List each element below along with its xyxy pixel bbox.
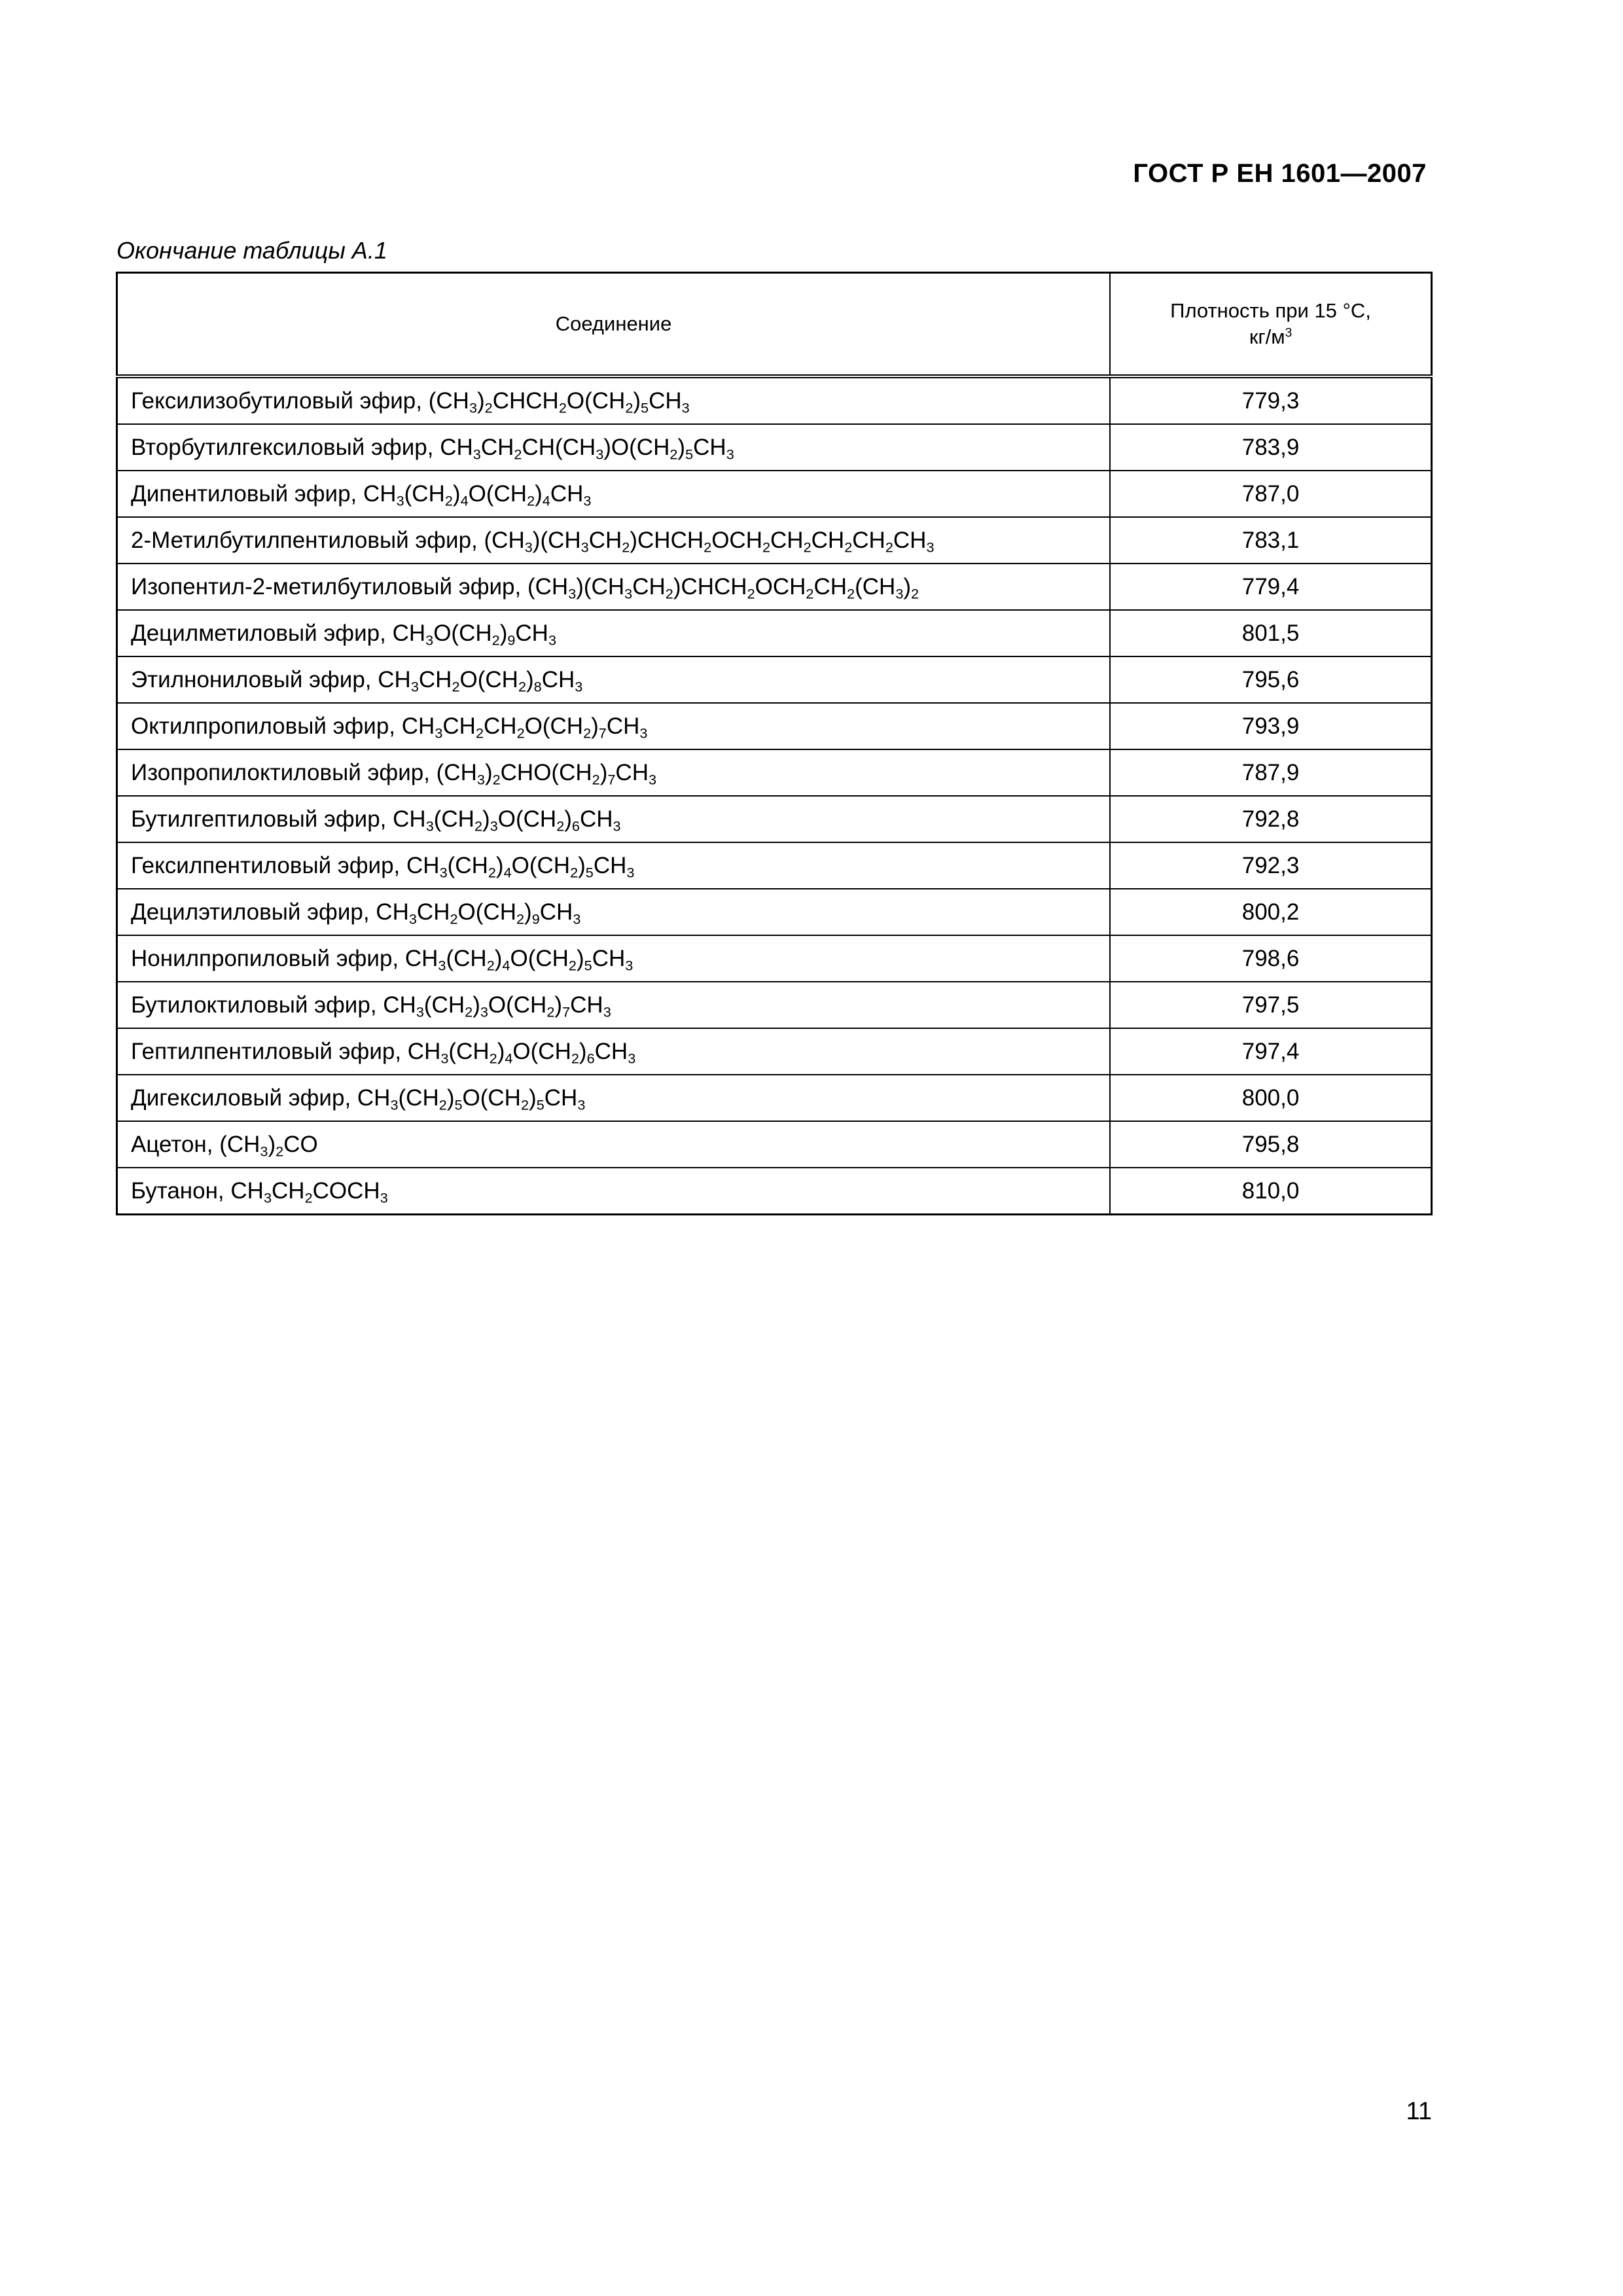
formula-subscript: 2 <box>556 817 565 834</box>
formula-subscript: 3 <box>263 1189 272 1206</box>
formula-subscript: 2 <box>806 585 814 601</box>
formula-subscript: 2 <box>885 539 893 555</box>
formula-subscript: 3 <box>613 817 621 834</box>
formula-subscript: 2 <box>304 1189 313 1206</box>
formula-subscript: 3 <box>416 1003 424 1020</box>
formula-subscript: 3 <box>624 585 633 601</box>
density-value: 779,3 <box>1110 376 1431 424</box>
compound-name: 2-Метилбутилпентиловый эфир, <box>131 527 484 553</box>
density-header-unit-power: 3 <box>1285 326 1293 340</box>
formula-subscript: 3 <box>626 864 635 880</box>
formula-subscript: 3 <box>480 1003 488 1020</box>
table-row <box>117 610 1432 656</box>
formula-subscript: 6 <box>571 817 580 834</box>
table-row <box>117 935 1432 982</box>
formula-subscript: 3 <box>435 725 443 741</box>
formula-subscript: 3 <box>575 678 583 694</box>
compound-name: Октилпропиловый эфир, <box>131 713 402 739</box>
formula-subscript: 3 <box>577 1096 586 1113</box>
compound-cell <box>117 1121 1111 1168</box>
table-caption: Окончание таблицы А.1 <box>116 237 387 264</box>
formula-subscript: 2 <box>516 910 525 927</box>
formula-subscript: 3 <box>726 446 734 462</box>
formula-subscript: 3 <box>628 1050 636 1066</box>
compound-cell <box>117 842 1111 889</box>
table-row <box>117 1121 1432 1168</box>
formula-subscript: 2 <box>568 957 577 973</box>
table-row <box>117 564 1432 610</box>
formula-subscript: 9 <box>531 910 540 927</box>
compound-cell <box>117 610 1111 656</box>
compound-name: Изопропилоктиловый эфир, <box>131 759 437 785</box>
formula-subscript: 2 <box>847 585 855 601</box>
compound-name: Бутилгептиловый эфир, <box>131 806 393 832</box>
density-value: 779,4 <box>1110 564 1431 610</box>
table-row <box>117 982 1432 1028</box>
formula-subscript: 2 <box>450 910 458 927</box>
table-header <box>117 273 1432 377</box>
compound-cell <box>117 471 1111 517</box>
formula-subscript: 3 <box>580 539 589 555</box>
document-header: ГОСТ Р ЕН 1601—2007 <box>1133 159 1427 188</box>
formula-subscript: 5 <box>685 446 694 462</box>
formula-subscript: 3 <box>596 446 604 462</box>
compound-formula: $CH_3(CH_2)_4O(CH_2)_5CH_3$ <box>404 945 633 973</box>
formula-subscript: 9 <box>507 632 516 648</box>
compound-name: Ацетон, <box>131 1131 220 1157</box>
compound-formula: $CH_3CH_2CH(CH_3)O(CH_2)_5CH_3$ <box>440 434 734 462</box>
formula-subscript: 3 <box>440 1050 449 1066</box>
formula-subscript: 3 <box>568 585 577 601</box>
compound-formula: $CH_3O(CH_2)_9CH_3$ <box>392 620 557 648</box>
column-header-compound: Соединение <box>117 273 1111 377</box>
formula-subscript: 2 <box>571 1050 579 1066</box>
compound-cell <box>117 749 1111 796</box>
formula-subscript: 3 <box>490 817 498 834</box>
table-body <box>117 376 1432 1215</box>
compound-formula: $(CH_3)(CH_3CH_2)CHCH_2OCH_2CH_2(CH_3)_2$ <box>527 573 919 601</box>
formula-subscript: 2 <box>558 399 567 416</box>
formula-subscript: 3 <box>648 771 657 787</box>
compound-name: Децилметиловый эфир, <box>131 620 393 646</box>
density-value: 797,5 <box>1110 982 1431 1028</box>
compound-formula: $CH_3(CH_2)_4O(CH_2)_5CH_3$ <box>406 852 635 880</box>
compound-cell <box>117 517 1111 564</box>
density-table <box>116 272 1433 1215</box>
density-value: 800,2 <box>1110 889 1431 935</box>
formula-subscript: 5 <box>585 864 594 880</box>
formula-subscript: 2 <box>491 632 500 648</box>
formula-subscript: 2 <box>625 399 633 416</box>
formula-subscript: 3 <box>524 539 533 555</box>
formula-subscript: 2 <box>465 1003 473 1020</box>
formula-subscript: 3 <box>573 910 581 927</box>
formula-subscript: 2 <box>592 771 600 787</box>
compound-formula: $CH_3CH_2CH_2O(CH_2)_7CH_3$ <box>401 713 648 741</box>
compound-cell <box>117 982 1111 1028</box>
formula-subscript: 3 <box>260 1143 268 1159</box>
compound-formula: $(CH_3)_2CHCH_2O(CH_2)_5CH_3$ <box>428 387 690 416</box>
compound-cell <box>117 1168 1111 1215</box>
density-value: 787,0 <box>1110 471 1431 517</box>
header-row <box>117 273 1432 377</box>
table-row <box>117 1028 1432 1075</box>
density-value: 783,1 <box>1110 517 1431 564</box>
table-row <box>117 889 1432 935</box>
density-value: 798,6 <box>1110 935 1431 982</box>
table-row <box>117 376 1432 424</box>
compound-formula: $CH_3CH_2COCH_3$ <box>230 1177 388 1206</box>
formula-subscript: 4 <box>505 1050 513 1066</box>
formula-subscript: 2 <box>669 446 678 462</box>
formula-subscript: 4 <box>502 957 510 973</box>
formula-subscript: 2 <box>527 492 535 509</box>
formula-subscript: 5 <box>641 399 649 416</box>
formula-subscript: 3 <box>603 1003 611 1020</box>
compound-formula: $CH_3(CH_2)_4O(CH_2)_4CH_3$ <box>363 480 592 509</box>
compound-name: Децилэтиловый эфир, <box>131 899 376 925</box>
compound-name: Дигексиловый эфир, <box>131 1085 357 1111</box>
formula-subscript: 3 <box>476 771 485 787</box>
formula-subscript: 2 <box>583 725 592 741</box>
formula-subscript: 2 <box>488 864 496 880</box>
table-row <box>117 703 1432 749</box>
formula-subscript: 3 <box>681 399 690 416</box>
compound-name: Бутанон, <box>131 1177 231 1204</box>
formula-subscript: 2 <box>762 539 771 555</box>
formula-subscript: 2 <box>452 678 460 694</box>
formula-subscript: 2 <box>484 399 493 416</box>
formula-subscript: 3 <box>548 632 557 648</box>
compound-formula: $(CH_3)_2CHO(CH_2)_7CH_3$ <box>436 759 657 787</box>
formula-subscript: 2 <box>747 585 755 601</box>
table-row <box>117 517 1432 564</box>
table-row <box>117 656 1432 703</box>
formula-subscript: 2 <box>474 817 483 834</box>
formula-subscript: 3 <box>425 632 434 648</box>
compound-cell <box>117 935 1111 982</box>
formula-subscript: 2 <box>444 492 453 509</box>
page-number: 11 <box>1406 2098 1432 2125</box>
compound-formula: $CH_3(CH_2)_4O(CH_2)_6CH_3$ <box>407 1038 636 1066</box>
formula-subscript: 2 <box>520 1096 529 1113</box>
density-value: 795,6 <box>1110 656 1431 703</box>
density-value: 795,8 <box>1110 1121 1431 1168</box>
formula-subscript: 2 <box>844 539 853 555</box>
density-value: 801,5 <box>1110 610 1431 656</box>
density-value: 792,8 <box>1110 796 1431 842</box>
compound-name: Гептилпентиловый эфир, <box>131 1038 408 1064</box>
formula-subscript: 3 <box>390 1096 399 1113</box>
formula-subscript: 7 <box>607 771 616 787</box>
density-value: 800,0 <box>1110 1075 1431 1121</box>
compound-cell <box>117 564 1111 610</box>
density-header-unit: кг/м <box>1249 325 1285 348</box>
column-header-density <box>1110 273 1431 377</box>
compound-formula: $CH_3(CH_2)_3O(CH_2)_7CH_3$ <box>383 992 611 1020</box>
formula-subscript: 2 <box>492 771 501 787</box>
compound-name: Вторбутилгексиловый эфир, <box>131 434 440 460</box>
density-header-label: Плотность при 15 °С, <box>1170 298 1371 322</box>
formula-subscript: 2 <box>518 678 527 694</box>
compound-cell <box>117 656 1111 703</box>
compound-cell <box>117 889 1111 935</box>
formula-subscript: 3 <box>469 399 477 416</box>
compound-formula: $CH_3(CH_2)_5O(CH_2)_5CH_3$ <box>357 1085 586 1113</box>
formula-subscript: 4 <box>542 492 550 509</box>
formula-subscript: 3 <box>396 492 404 509</box>
density-value: 787,9 <box>1110 749 1431 796</box>
formula-subscript: 3 <box>926 539 935 555</box>
formula-subscript: 2 <box>276 1143 284 1159</box>
density-table-container <box>116 272 1433 1215</box>
compound-cell <box>117 424 1111 471</box>
formula-subscript: 5 <box>536 1096 544 1113</box>
formula-subscript: 3 <box>439 864 448 880</box>
formula-subscript: 2 <box>665 585 673 601</box>
table-row <box>117 796 1432 842</box>
formula-subscript: 4 <box>460 492 469 509</box>
formula-subscript: 3 <box>583 492 592 509</box>
compound-cell <box>117 1028 1111 1075</box>
formula-subscript: 2 <box>516 725 525 741</box>
formula-subscript: 2 <box>622 539 630 555</box>
density-value: 797,4 <box>1110 1028 1431 1075</box>
formula-subscript: 3 <box>438 957 446 973</box>
formula-subscript: 3 <box>425 817 434 834</box>
compound-formula: $CH_3(CH_2)_3O(CH_2)_6CH_3$ <box>393 806 621 834</box>
compound-formula: $CH_3CH_2O(CH_2)_9CH_3$ <box>376 899 581 927</box>
formula-subscript: 7 <box>598 725 607 741</box>
table-row <box>117 1075 1432 1121</box>
formula-subscript: 2 <box>704 539 712 555</box>
density-value: 792,3 <box>1110 842 1431 889</box>
compound-name: Гексилпентиловый эфир, <box>131 852 407 878</box>
formula-subscript: 2 <box>438 1096 447 1113</box>
compound-cell <box>117 796 1111 842</box>
table-row <box>117 749 1432 796</box>
formula-subscript: 2 <box>489 1050 497 1066</box>
formula-subscript: 7 <box>562 1003 571 1020</box>
compound-name: Этилнониловый эфир, <box>131 666 378 692</box>
formula-subscript: 6 <box>586 1050 595 1066</box>
formula-subscript: 2 <box>911 585 919 601</box>
table-row <box>117 424 1432 471</box>
compound-cell <box>117 1075 1111 1121</box>
table-row <box>117 471 1432 517</box>
formula-subscript: 4 <box>503 864 512 880</box>
compound-cell <box>117 703 1111 749</box>
compound-formula: $CH_3CH_2O(CH_2)_8CH_3$ <box>378 666 583 694</box>
formula-subscript: 2 <box>546 1003 555 1020</box>
formula-subscript: 2 <box>570 864 579 880</box>
compound-formula: $(CH_3)(CH_3CH_2)CHCH_2OCH_2CH_2CH_2CH_2CH_3$ <box>484 527 935 555</box>
formula-subscript: 3 <box>408 910 417 927</box>
formula-subscript: 2 <box>514 446 522 462</box>
compound-name: Гексилизобутиловый эфир, <box>131 387 429 414</box>
formula-subscript: 2 <box>803 539 812 555</box>
density-value: 793,9 <box>1110 703 1431 749</box>
density-value: 810,0 <box>1110 1168 1431 1215</box>
formula-subscript: 3 <box>639 725 648 741</box>
formula-subscript: 3 <box>895 585 904 601</box>
compound-name: Бутилоктиловый эфир, <box>131 992 383 1018</box>
formula-subscript: 5 <box>584 957 592 973</box>
formula-subscript: 8 <box>533 678 542 694</box>
compound-name: Дипентиловый эфир, <box>131 480 364 507</box>
formula-subscript: 5 <box>454 1096 463 1113</box>
density-value: 783,9 <box>1110 424 1431 471</box>
formula-subscript: 3 <box>625 957 633 973</box>
table-row <box>117 842 1432 889</box>
formula-subscript: 3 <box>410 678 419 694</box>
formula-subscript: 2 <box>475 725 484 741</box>
formula-subscript: 3 <box>473 446 481 462</box>
compound-cell <box>117 376 1111 424</box>
formula-subscript: 2 <box>486 957 495 973</box>
compound-name: Изопентил-2-метилбутиловый эфир, <box>131 573 527 600</box>
table-row <box>117 1168 1432 1215</box>
compound-formula: $(CH_3)_2CO$ <box>219 1131 318 1159</box>
compound-name: Нонилпропиловый эфир, <box>131 945 405 971</box>
formula-subscript: 3 <box>380 1189 388 1206</box>
